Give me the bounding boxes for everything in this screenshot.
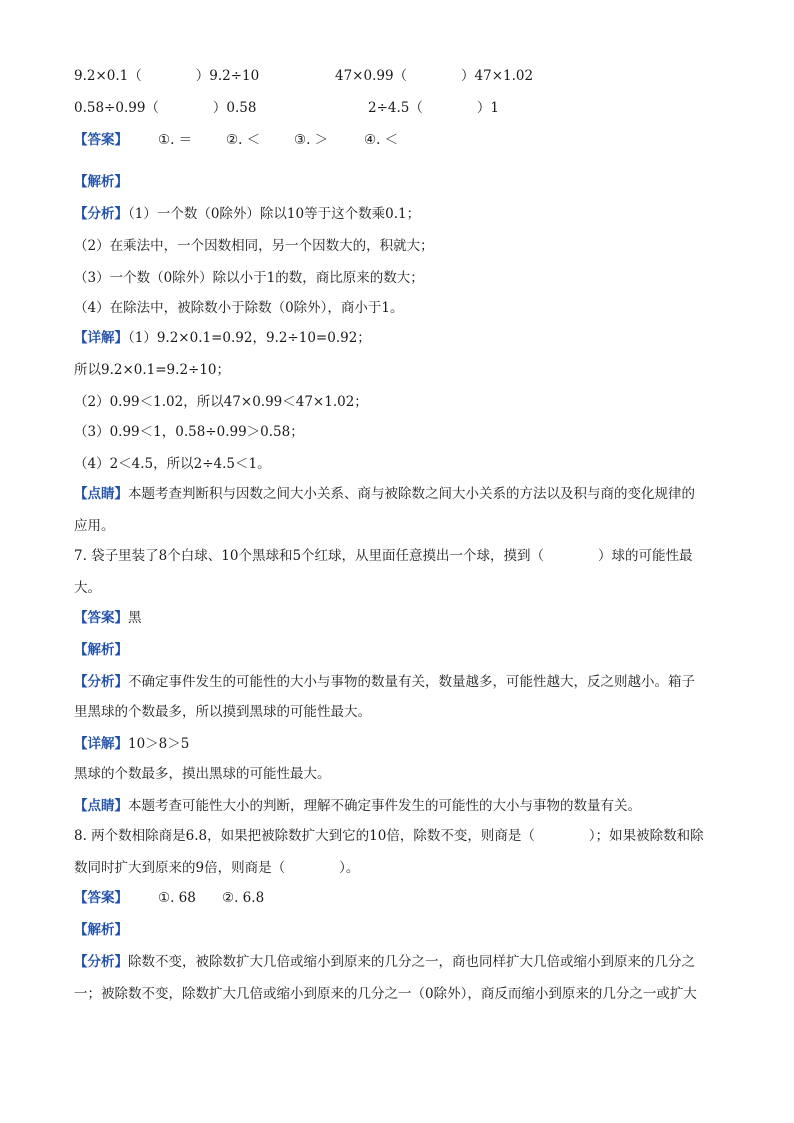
q6-answer-4: ④. ＜ [364,132,399,148]
q6-row2-right: 2÷4.5（ ）1 [368,100,499,116]
q6-fenxi-1 [74,204,420,224]
q6-xiangjie-text-1: （1）9.2×0.1=0.92，9.2÷10=0.92； [128,330,371,346]
q8-answer-1: ①. 68 [158,890,196,906]
q7-fenxi-2: 里黑球的个数最多，所以摸到黑球的可能性最大。 [74,704,371,720]
q7-xiangjie-2: 黑球的个数最多，摸出黑球的可能性最大。 [74,766,331,782]
q7-dianjing-text-1: 本题考查可能性大小的判断，理解不确定事件发生的可能性的大小与事物的数量有关。 [128,798,641,814]
q6-answer-row [74,130,128,150]
q6-row1 [74,66,259,86]
q6-fenxi-text-1: （1）一个数（0除外）除以10等于这个数乘0.1； [128,206,421,222]
xiangjie-tag: 【详解】 [74,330,128,346]
q6-fenxi-4: （4）在除法中，被除数小于除数（0除外），商小于1。 [74,300,404,316]
q6-row1-right: 47×0.99（ ）47×1.02 [335,68,534,84]
xiangjie-tag: 【详解】 [74,736,128,752]
q6-analysis-tag: 【解析】 [74,174,128,190]
q6-xiangjie-3: （2）0.99＜1.02，所以47×0.99＜47×1.02； [74,394,368,410]
q6-xiangjie-5: （4）2＜4.5，所以2÷4.5＜1。 [74,456,271,472]
q6-xiangjie-1 [74,328,371,348]
q6-dianjing-text-1: 本题考查判断积与因数之间大小关系、商与被除数之间大小关系的方法以及积与商的变化规律的 [128,486,695,502]
q8-analysis-tag: 【解析】 [74,922,128,938]
answer-tag: 【答案】 [74,610,128,626]
q7-stem-1: 7. 袋子里装了8个白球、10个黑球和5个红球，从里面任意摸出一个球，摸到（ ）球的可能性最 [74,548,693,564]
fenxi-tag: 【分析】 [74,954,128,970]
q6-fenxi-2: （2）在乘法中，一个因数相同，另一个因数大的，积就大； [74,238,434,254]
q7-answer-row [74,608,142,628]
answer-tag: 【答案】 [74,132,128,148]
q8-fenxi-2: 一；被除数不变，除数扩大几倍或缩小到原来的几分之一（0除外），商反而缩小到原来的几分之一或扩大 [74,986,697,1002]
q7-stem-2: 大。 [74,580,101,596]
q8-fenxi-text-1: 除数不变，被除数扩大几倍或缩小到原来的几分之一，商也同样扩大几倍或缩小到原来的几分之 [128,954,695,970]
q6-dianjing-2: 应用。 [74,518,115,534]
q6-answer-1: ①. ＝ [158,132,193,148]
q8-answer-2: ②. 6.8 [222,890,265,906]
q7-xiangjie-1 [74,734,189,754]
q7-analysis-tag: 【解析】 [74,642,128,658]
answer-tag: 【答案】 [74,890,128,906]
q8-stem-2: 数同时扩大到原来的9倍，则商是（ ）。 [74,860,360,876]
q6-xiangjie-2: 所以9.2×0.1=9.2÷10； [74,362,231,378]
fenxi-tag: 【分析】 [74,206,128,222]
q7-fenxi-1 [74,672,695,692]
q7-xiangjie-text-1: 10＞8＞5 [128,736,190,752]
q6-answer-3: ③. ＞ [294,132,329,148]
q7-dianjing-1 [74,796,641,816]
q6-row2-left: 0.58÷0.99（ ）0.58 [74,100,257,116]
q8-stem-1: 8. 两个数相除商是6.8，如果把被除数扩大到它的10倍，除数不变，则商是（ ）；如果被除数和除 [74,828,704,844]
dianjing-tag: 【点睛】 [74,486,128,502]
q7-fenxi-text-1: 不确定事件发生的可能性的大小与事物的数量有关，数量越多，可能性越大，反之则越小。箱子 [128,674,695,690]
q8-answer-row [74,888,128,908]
q6-row1-left: 9.2×0.1（ ）9.2÷10 [74,68,260,84]
q6-xiangjie-4: （3）0.99＜1，0.58÷0.99＞0.58； [74,424,304,440]
q8-fenxi-1 [74,952,695,972]
dianjing-tag: 【点睛】 [74,798,128,814]
q6-dianjing-1 [74,484,695,504]
q7-answer: 黑 [128,610,142,626]
q6-fenxi-3: （3）一个数（0除外）除以小于1的数，商比原来的数大； [74,270,424,286]
fenxi-tag: 【分析】 [74,674,128,690]
q6-answer-2: ②. ＜ [226,132,261,148]
q6-row2 [74,98,257,118]
